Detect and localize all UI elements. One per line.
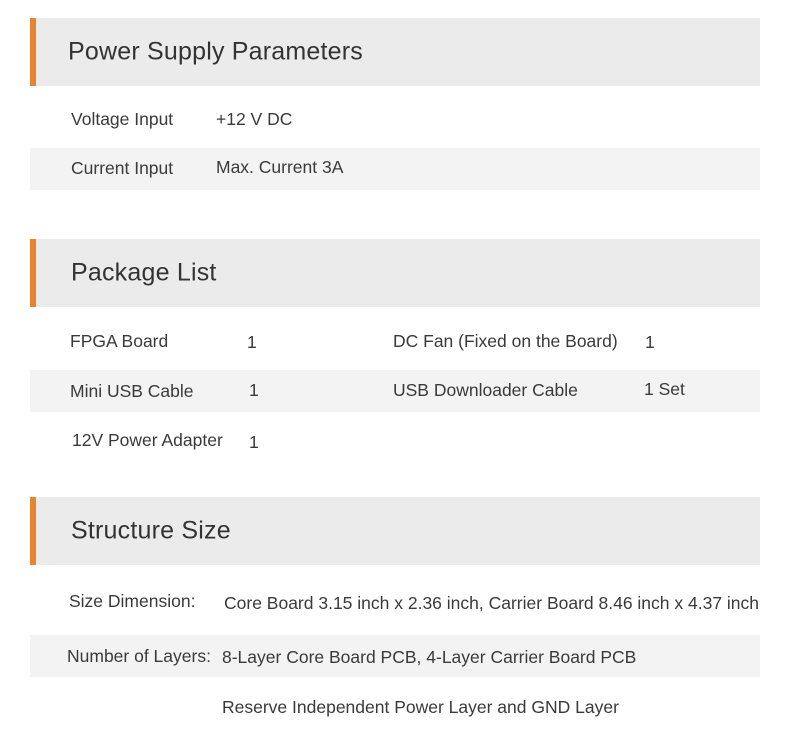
package-item-qty: 1 <box>249 380 259 400</box>
size-dimension-label: Size Dimension: <box>69 591 196 611</box>
package-item-qty: 1 Set <box>644 379 685 399</box>
power-section-header <box>30 18 760 86</box>
package-item-name: 12V Power Adapter <box>72 430 223 450</box>
layers-note: Reserve Independent Power Layer and GND Layer <box>222 697 619 717</box>
package-item-name: USB Downloader Cable <box>393 380 578 400</box>
package-item-name: FPGA Board <box>70 331 169 351</box>
power-section-title: Power Supply Parameters <box>68 37 364 66</box>
layers-label: Number of Layers: <box>67 646 211 666</box>
size-dimension-value: Core Board 3.15 inch x 2.36 inch, Carrier Board 8.46 inch x 4.37 inch <box>224 593 760 613</box>
structure-section-header <box>30 497 760 565</box>
layers-value: 8-Layer Core Board PCB, 4-Layer Carrier Board PCB <box>222 647 637 667</box>
package-item-qty: 1 <box>249 432 259 452</box>
structure-section-title: Structure Size <box>71 516 231 545</box>
package-item-name: DC Fan (Fixed on the Board) <box>393 331 618 351</box>
voltage-input-value: +12 V DC <box>216 109 293 129</box>
package-item-qty: 1 <box>247 332 257 352</box>
current-input-label: Current Input <box>71 158 174 178</box>
package-section-title: Package List <box>71 258 217 287</box>
package-item-name: Mini USB Cable <box>70 381 194 401</box>
current-input-value: Max. Current 3A <box>216 157 344 177</box>
package-section-header <box>30 239 760 307</box>
package-item-qty: 1 <box>645 332 655 352</box>
voltage-input-label: Voltage Input <box>71 109 174 129</box>
